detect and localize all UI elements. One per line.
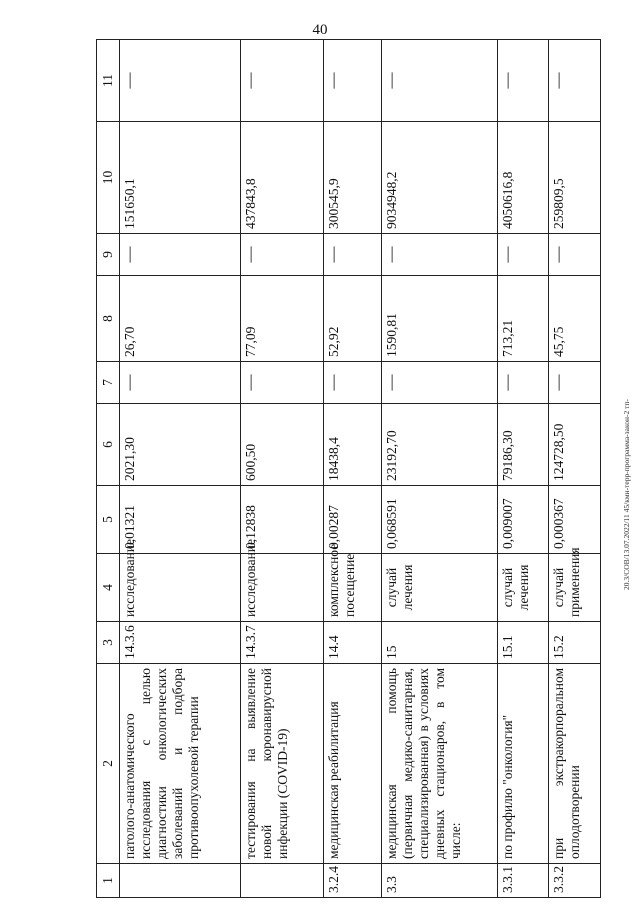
cell-value: 2021,30 bbox=[120, 404, 241, 486]
col-header-6: 6 bbox=[97, 404, 120, 486]
cell-dash: — bbox=[381, 40, 497, 122]
cell-unit: случай лечения bbox=[497, 554, 549, 622]
header-row bbox=[97, 40, 120, 898]
cell-code: 3.3 bbox=[381, 864, 497, 898]
cell-value: 9034948,2 bbox=[381, 122, 497, 234]
cell-dash: — bbox=[120, 40, 241, 122]
cell-value: 600,50 bbox=[241, 404, 324, 486]
cell-value: 0,068591 bbox=[381, 486, 497, 554]
cell-dash: — bbox=[549, 362, 601, 404]
cell-name: медицинская реабилитация bbox=[323, 664, 381, 864]
cell-value: 713,21 bbox=[497, 276, 549, 362]
cell-dash: — bbox=[497, 40, 549, 122]
cell-dash: — bbox=[549, 40, 601, 122]
cell-unit: исследование bbox=[120, 554, 241, 622]
cell-value: 4050616,8 bbox=[497, 122, 549, 234]
cell-dash: — bbox=[323, 234, 381, 276]
cell-value: 0,12838 bbox=[241, 486, 324, 554]
cell-value: 0,00287 bbox=[323, 486, 381, 554]
cell-value: 437843,8 bbox=[241, 122, 324, 234]
table-row bbox=[549, 40, 601, 898]
table-row bbox=[120, 40, 241, 898]
cell-value: 23192,70 bbox=[381, 404, 497, 486]
cell-code bbox=[120, 864, 241, 898]
cell-code: 3.2.4 bbox=[323, 864, 381, 898]
col-header-5: 5 bbox=[97, 486, 120, 554]
table-row bbox=[497, 40, 549, 898]
cell-value: 0,01321 bbox=[120, 486, 241, 554]
col-header-8: 8 bbox=[97, 276, 120, 362]
cell-dash: — bbox=[323, 40, 381, 122]
cell-name: по профилю "онкология" bbox=[497, 664, 549, 864]
cell-dash: — bbox=[497, 362, 549, 404]
col-header-10: 10 bbox=[97, 122, 120, 234]
cell-dash: — bbox=[120, 362, 241, 404]
table-row bbox=[323, 40, 381, 898]
cell-unit: случай применения bbox=[549, 554, 601, 622]
cell-line: 14.3.6 bbox=[120, 622, 241, 664]
col-header-9: 9 bbox=[97, 234, 120, 276]
cell-name: тестирования на выявление новой коронавирусной инфекции (COVID-19) bbox=[241, 664, 324, 864]
cell-dash: — bbox=[497, 234, 549, 276]
cell-dash: — bbox=[381, 362, 497, 404]
table-row bbox=[241, 40, 324, 898]
cell-value: 52,92 bbox=[323, 276, 381, 362]
cell-line: 15 bbox=[381, 622, 497, 664]
cell-name: при экстракорпоральном оплодотворении bbox=[549, 664, 601, 864]
table-row bbox=[381, 40, 497, 898]
cell-unit: комплексное посещение bbox=[323, 554, 381, 622]
cell-value: 0,009007 bbox=[497, 486, 549, 554]
cell-value: 124728,50 bbox=[549, 404, 601, 486]
page-number: 40 bbox=[312, 22, 328, 38]
cell-dash: — bbox=[241, 234, 324, 276]
cell-name: патолого-анатомического исследования с целью диагностики онкологических заболеваний и подбора противоопухолевой терапии bbox=[120, 664, 241, 864]
cell-line: 15.2 bbox=[549, 622, 601, 664]
cell-dash: — bbox=[549, 234, 601, 276]
cell-code: 3.3.1 bbox=[497, 864, 549, 898]
col-header-3: 3 bbox=[97, 622, 120, 664]
cell-name: медицинская помощь (первичная медико-санитарная, специализированная) в условиях дневных стационаров, в том числе: bbox=[381, 664, 497, 864]
cell-value: 0,000367 bbox=[549, 486, 601, 554]
cell-value: 79186,30 bbox=[497, 404, 549, 486]
side-stamp: 20.3/СОВ/13.07.2022/11 45/кмн-терр-программа-закон-2 тп- bbox=[622, 399, 631, 590]
col-header-4: 4 bbox=[97, 554, 120, 622]
cell-dash: — bbox=[381, 234, 497, 276]
cell-value: 26,70 bbox=[120, 276, 241, 362]
col-header-2: 2 bbox=[97, 664, 120, 864]
cell-value: 151650,1 bbox=[120, 122, 241, 234]
cell-unit: случай лечения bbox=[381, 554, 497, 622]
cell-unit: исследование bbox=[241, 554, 324, 622]
cell-line: 14.3.7 bbox=[241, 622, 324, 664]
cell-dash: — bbox=[120, 234, 241, 276]
cell-value: 300545,9 bbox=[323, 122, 381, 234]
cell-value: 77,09 bbox=[241, 276, 324, 362]
col-header-11: 11 bbox=[97, 40, 120, 122]
cell-code: 3.3.2 bbox=[549, 864, 601, 898]
col-header-7: 7 bbox=[97, 362, 120, 404]
cell-value: 18438,4 bbox=[323, 404, 381, 486]
cell-value: 45,75 bbox=[549, 276, 601, 362]
cell-value: 259809,5 bbox=[549, 122, 601, 234]
cell-code bbox=[241, 864, 324, 898]
cell-value: 1590,81 bbox=[381, 276, 497, 362]
cell-line: 15.1 bbox=[497, 622, 549, 664]
cell-dash: — bbox=[241, 362, 324, 404]
rotated-table-container bbox=[96, 40, 601, 898]
col-header-1: 1 bbox=[97, 864, 120, 898]
cell-line: 14.4 bbox=[323, 622, 381, 664]
cell-dash: — bbox=[323, 362, 381, 404]
data-table bbox=[96, 39, 601, 898]
cell-dash: — bbox=[241, 40, 324, 122]
